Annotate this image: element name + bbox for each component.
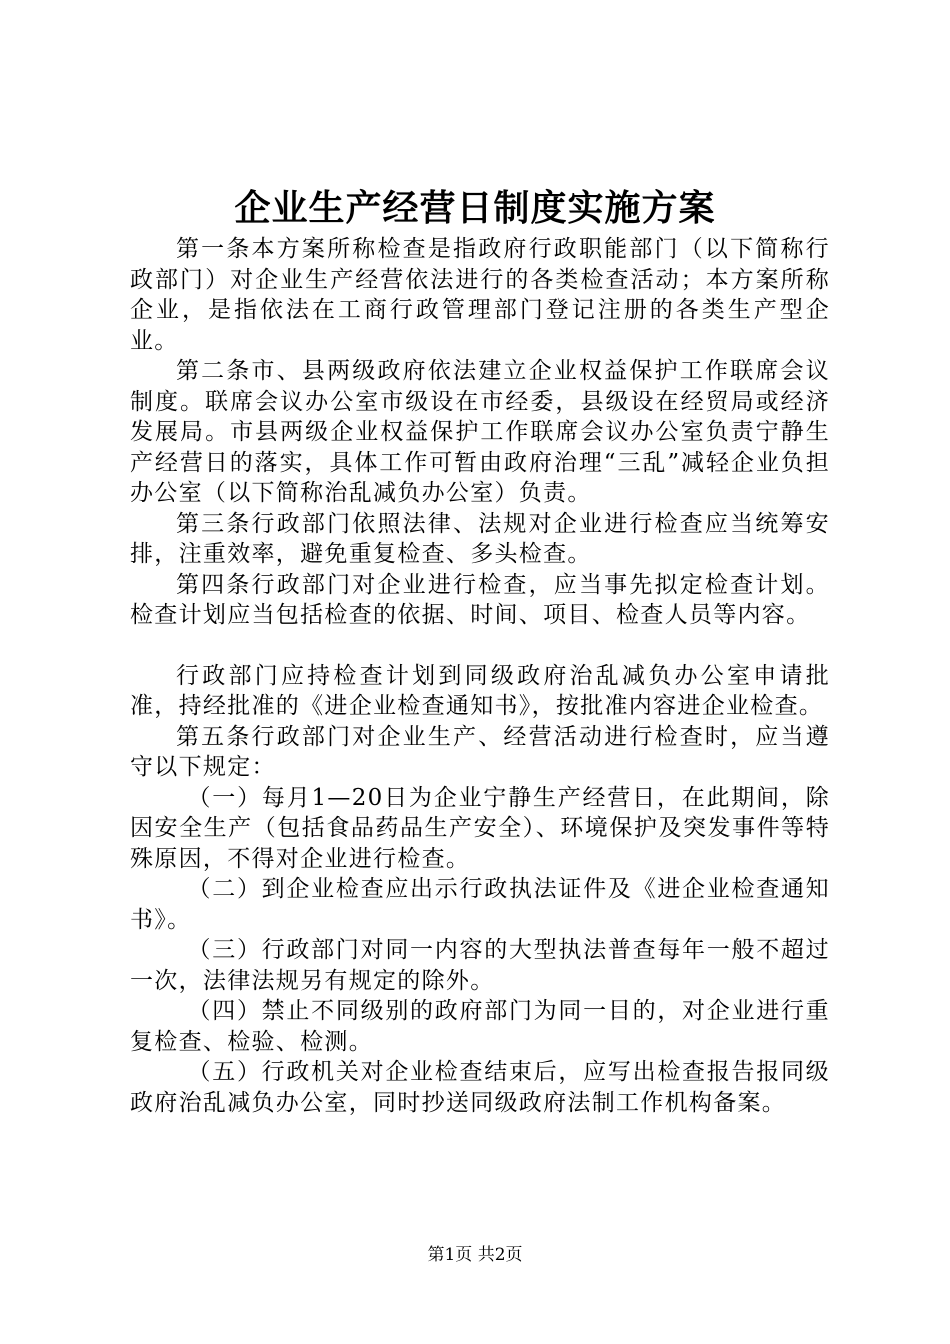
paragraph-article-5: 第五条行政部门对企业生产、经营活动进行检查时，应当遵守以下规定： — [130, 723, 830, 780]
paragraph-item-5: （五）行政机关对企业检查结束后，应写出检查报告报同级政府治乱减负办公室，同时抄送同级政府法制工作机构备案。 — [130, 1059, 830, 1116]
paragraph-article-2: 第二条市、县两级政府依法建立企业权益保护工作联席会议制度。联席会议办公室市级设在市经委，县级设在经贸局或经济发展局。市县两级企业权益保护工作联席会议办公室负责宁静生产经营日的落实，具体工作可暂由政府治理“三乱”减轻企业负担办公室（以下简称治乱减负办公室）负责。 — [130, 358, 830, 506]
document-body — [130, 234, 830, 1118]
paragraph-article-4-continued: 行政部门应持检查计划到同级政府治乱减负办公室申请批准，持经批准的《进企业检查通知书》，按批准内容进企业检查。 — [130, 662, 830, 719]
paragraph-article-4: 第四条行政部门对企业进行检查，应当事先拟定检查计划。检查计划应当包括检查的依据、时间、项目、检查人员等内容。 — [130, 571, 830, 628]
paragraph-item-3: （三）行政部门对同一内容的大型执法普查每年一般不超过一次，法律法规另有规定的除外。 — [130, 937, 830, 994]
document-title: 企业生产经营日制度实施方案 — [234, 188, 716, 229]
paragraph-item-4: （四）禁止不同级别的政府部门为同一目的，对企业进行重复检查、检验、检测。 — [130, 998, 830, 1055]
paragraph-article-3: 第三条行政部门依照法律、法规对企业进行检查应当统筹安排，注重效率，避免重复检查、多头检查。 — [130, 510, 830, 567]
paragraph-item-1: （一）每月1—20日为企业宁静生产经营日，在此期间，除因安全生产（包括食品药品生产安全）、环境保护及突发事件等特殊原因，不得对企业进行检查。 — [130, 784, 830, 872]
paragraph-article-1: 第一条本方案所称检查是指政府行政职能部门（以下简称行政部门）对企业生产经营依法进行的各类检查活动；本方案所称企业，是指依法在工商行政管理部门登记注册的各类生产型企业。 — [130, 236, 830, 354]
paragraph-item-2: （二）到企业检查应出示行政执法证件及《进企业检查通知书》。 — [130, 876, 830, 933]
page-number-footer: 第1页 共2页 — [427, 1245, 523, 1265]
